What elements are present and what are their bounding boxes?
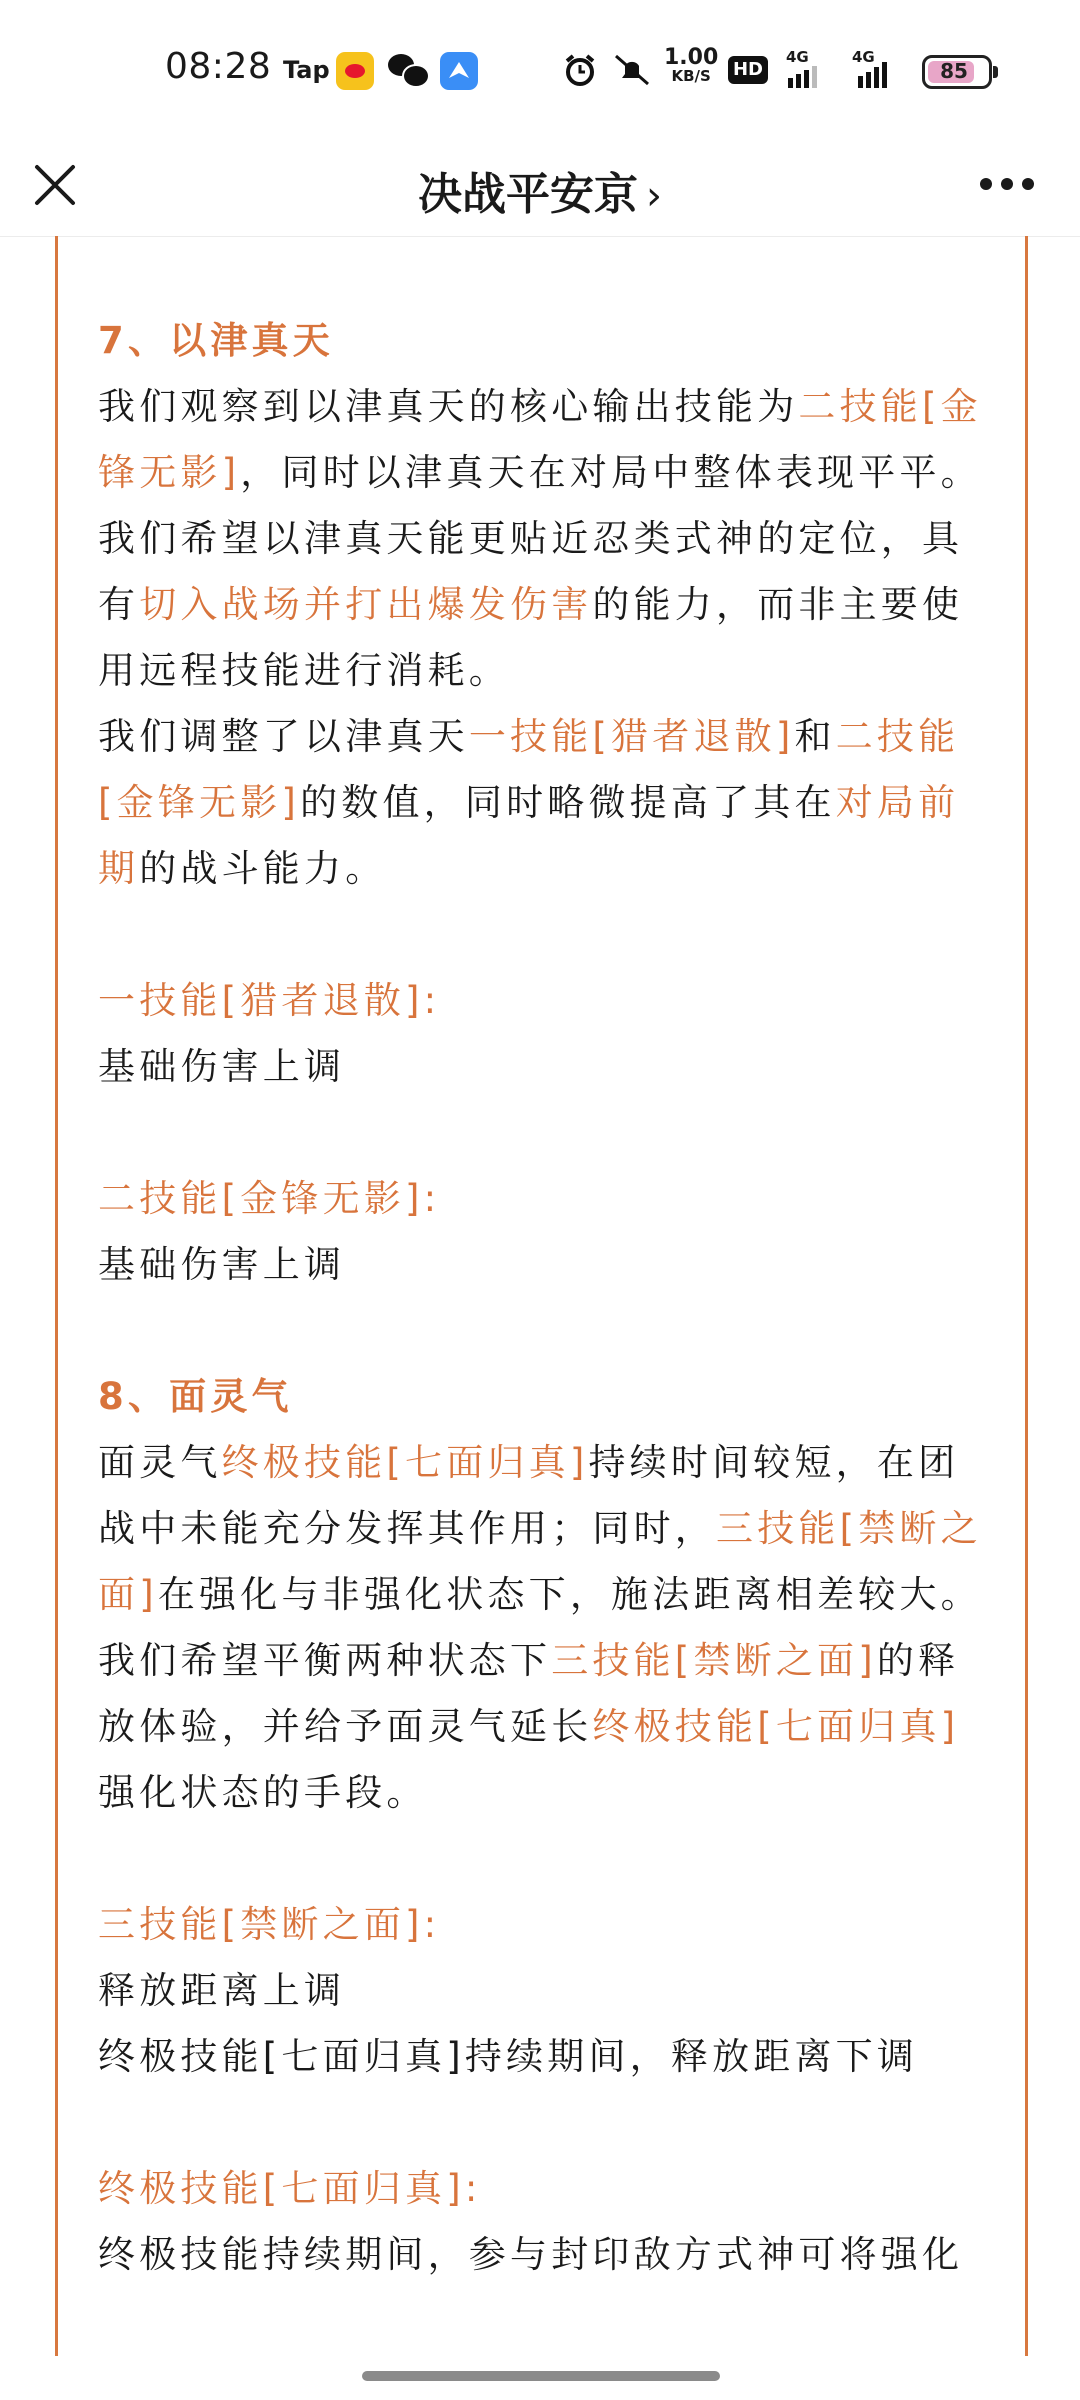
highlight-text: 二技能[金锋无影] [98,715,960,824]
section-title-yatsu: 7、以津真天 [98,319,334,362]
text-span: 的数值，同时略微提高了其在 [300,781,836,824]
article-frame-left [55,236,58,2356]
text-span: 持续时间较短，在团战中未能充分发挥其作用；同时， [98,1441,960,1550]
text-span: 的能力，而非主要使用远程技能进行消耗。 [98,583,964,692]
home-indicator[interactable] [362,2371,720,2381]
highlight-text: 终极技能[七面归真] [221,1441,589,1484]
page-title-text: 决战平安京 [418,169,638,220]
status-time: 08:28 [165,46,272,87]
chevron-right-icon: › [646,173,662,219]
skill-heading: 三技能[禁断之面]: [98,1903,441,1946]
paragraph [98,374,988,704]
more-icon[interactable] [980,178,1034,192]
highlight-text: 切入战场并打出爆发伤害 [139,583,593,626]
article-frame-right [1025,236,1028,2356]
bird-app-icon [440,52,478,90]
signal-label-1: 4G [786,48,809,66]
text-span: ，同时以津真天在对局中整体表现平平。我们希望以津真天能更贴近忍类式神的定位，具有 [98,451,982,626]
skill-change: 释放距离上调 [98,1969,346,2012]
text-span: 强化状态的手段。 [98,1771,428,1814]
skill-change: 终极技能[七面归真]持续期间，释放距离下调 [98,2035,919,2078]
skill-heading: 终极技能[七面归真]: [98,2167,482,2210]
skill-change: 终极技能持续期间，参与封印敌方式神可将强化 [98,2233,964,2276]
hd-badge: HD [728,56,768,84]
mute-icon [610,52,654,88]
text-span: 我们希望平衡两种状态下 [98,1639,552,1682]
battery-level: 85 [940,59,968,83]
skill-heading: 二技能[金锋无影]: [98,1177,441,1220]
weibo-icon [336,52,374,90]
battery-icon [922,55,992,89]
paragraph [98,1430,988,1628]
wechat-icon [388,52,428,86]
skill-change: 基础伤害上调 [98,1243,346,1286]
highlight-text: 一技能[猎者退散] [468,715,795,758]
net-speed: 1.00 KB/S [664,45,719,85]
page-title[interactable] [0,158,1080,222]
paragraph [98,704,988,902]
status-bar [0,0,1080,140]
skill-change: 基础伤害上调 [98,1045,346,1088]
section-title-menreiki: 8、面灵气 [98,1375,293,1418]
highlight-text: 二技能[金锋无影] [98,385,982,494]
paragraph [98,1628,988,1826]
skill-heading: 一技能[猎者退散]: [98,979,441,1022]
text-span: 的释放体验，并给予面灵气延长 [98,1639,960,1748]
taptap-icon: Tap [283,56,330,84]
text-span: 在强化与非强化状态下，施法距离相差较大。 [157,1573,982,1616]
alarm-icon [562,52,598,88]
highlight-text: 终极技能[七面归真] [592,1705,960,1748]
signal-label-2: 4G [852,48,875,66]
highlight-text: 三技能[禁断之面] [98,1507,982,1616]
text-span: 面灵气 [98,1441,222,1484]
article-body [98,308,988,2288]
top-nav-bar [0,140,1080,237]
highlight-text: 三技能[禁断之面] [551,1639,877,1682]
signal-icon-2 [852,60,912,88]
text-span: 我们调整了以津真天 [98,715,469,758]
text-span: 我们观察到以津真天的核心输出技能为 [98,385,799,428]
text-span: 的战斗能力。 [139,847,387,890]
text-span: 和 [794,715,836,758]
highlight-text: 对局前期 [98,781,960,890]
signal-icon-1 [786,64,834,88]
